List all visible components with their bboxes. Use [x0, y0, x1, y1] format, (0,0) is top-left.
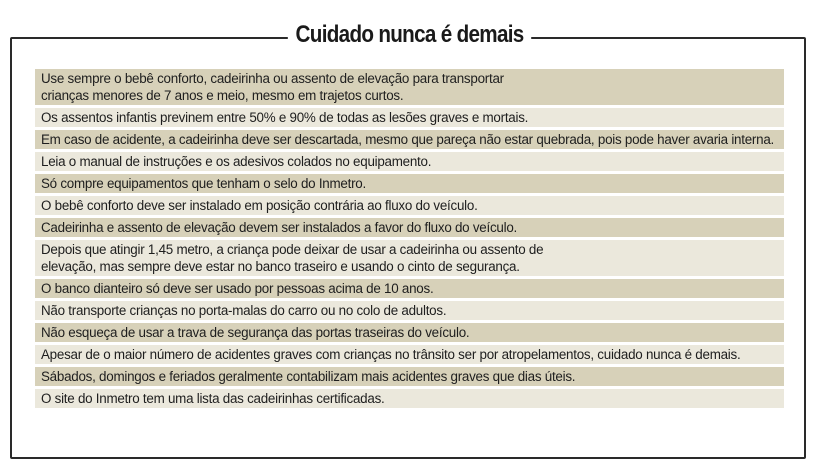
tip-item: Os assentos infantis previnem entre 50% e 90% de todas as lesões graves e mortais.	[35, 108, 784, 127]
tip-item: Leia o manual de instruções e os adesivos colados no equipamento.	[35, 152, 784, 171]
tip-item: O site do Inmetro tem uma lista das cadeirinhas certificadas.	[35, 389, 784, 408]
tip-item: O bebê conforto deve ser instalado em posição contrária ao fluxo do veículo.	[35, 196, 784, 215]
tip-item: Só compre equipamentos que tenham o selo do Inmetro.	[35, 174, 784, 193]
box-title: Cuidado nunca é demais	[288, 18, 532, 52]
tip-item: Não esqueça de usar a trava de segurança das portas traseiras do veículo.	[35, 323, 784, 342]
tip-item: Sábados, domingos e feriados geralmente contabilizam mais acidentes graves que dias úteis.	[35, 367, 784, 386]
tip-item: Não transporte crianças no porta-malas do carro ou no colo de adultos.	[35, 301, 784, 320]
tip-item: Apesar de o maior número de acidentes graves com crianças no trânsito ser por atropelamentos, cuidado nunca é demais.	[35, 345, 784, 364]
tips-list	[35, 69, 784, 411]
tip-item: Em caso de acidente, a cadeirinha deve ser descartada, mesmo que pareça não estar quebrada, pois pode haver avaria interna.	[35, 130, 784, 149]
tip-item: Use sempre o bebê conforto, cadeirinha ou assento de elevação para transportar crianças menores de 7 anos e meio, mesmo em trajetos curtos.	[35, 69, 784, 105]
tip-item: Depois que atingir 1,45 metro, a criança pode deixar de usar a cadeirinha ou assento de elevação, mas sempre deve estar no banco traseiro e usando o cinto de segurança.	[35, 240, 784, 276]
tip-item: O banco dianteiro só deve ser usado por pessoas acima de 10 anos.	[35, 279, 784, 298]
tip-item: Cadeirinha e assento de elevação devem ser instalados a favor do fluxo do veículo.	[35, 218, 784, 237]
